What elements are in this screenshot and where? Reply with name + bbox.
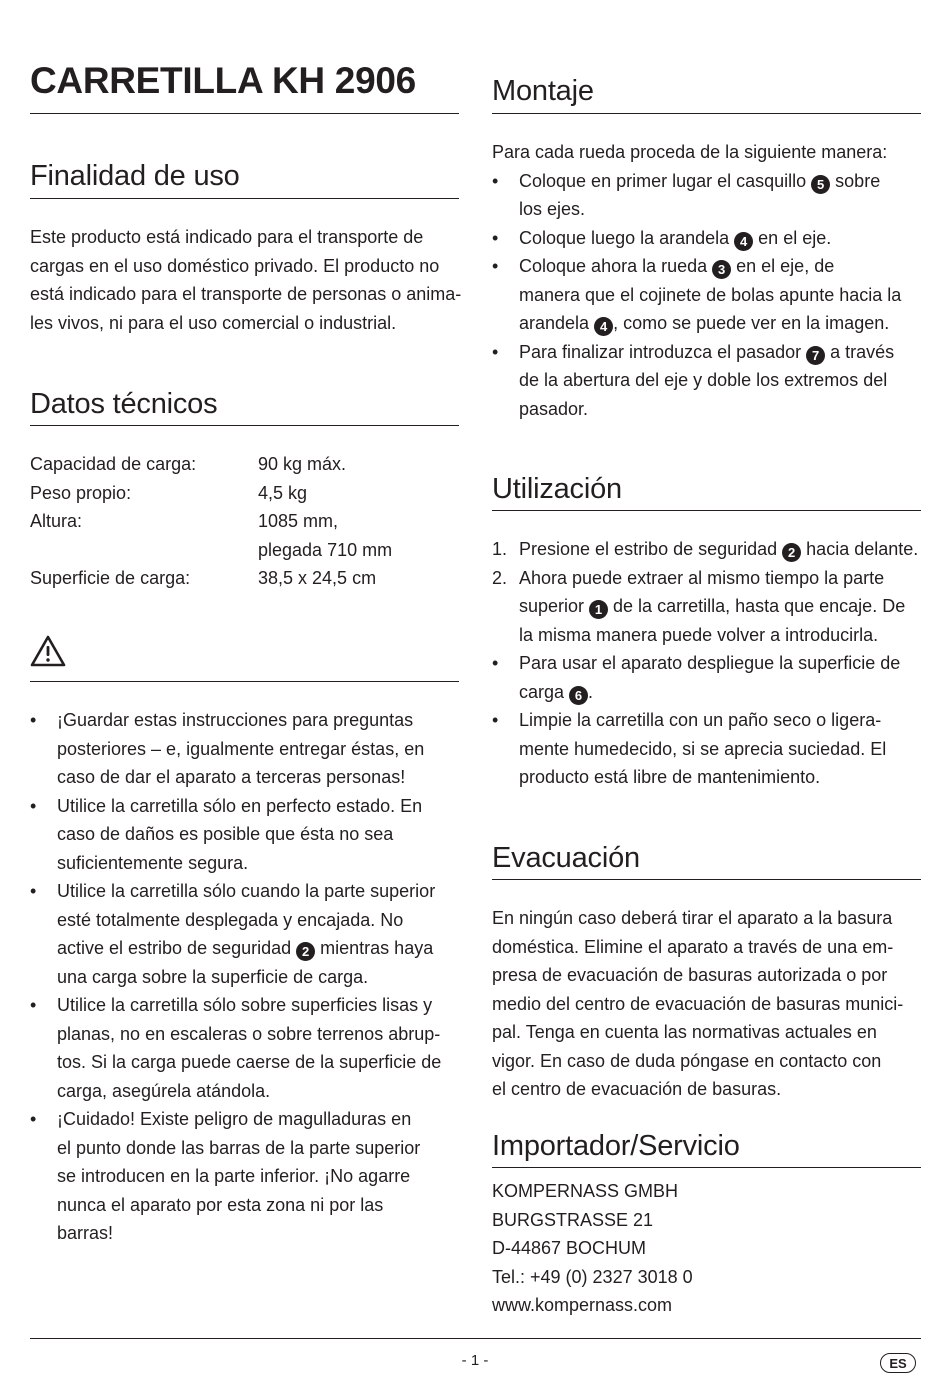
text-line <box>30 934 459 963</box>
text-line: cargas en el uso doméstico privado. El producto no <box>30 255 440 276</box>
text-line: doméstica. Elimine el aparato a través de una em- <box>492 936 894 957</box>
text-line: el punto donde las barras de la parte superior <box>57 1137 421 1158</box>
evacuacion-text <box>492 904 921 1104</box>
montaje-list <box>492 167 921 424</box>
phone-number: Tel.: +49 (0) 2327 3018 0 <box>492 1266 693 1287</box>
text-fragment: , como se puede ver en la imagen. <box>613 313 890 333</box>
text-fragment: active el estribo de seguridad <box>57 938 297 958</box>
text-line: ¡Guardar estas instrucciones para preguntas <box>57 710 414 730</box>
text-fragment: hacia delante. <box>801 539 919 559</box>
text-line: está indicado para el transporte de personas o anima- <box>30 284 462 304</box>
text-line: Utilice la carretilla sólo sobre superficies lisas y <box>57 995 433 1015</box>
text-line: producto está libre de mantenimiento. <box>519 767 821 787</box>
text-line <box>492 309 921 338</box>
text-fragment: superior <box>519 596 590 616</box>
datos-heading: Datos técnicos <box>30 388 218 420</box>
text-line: Este producto está indicado para el transporte de <box>30 227 424 247</box>
spec-row <box>30 479 459 508</box>
bullet: • <box>492 170 499 191</box>
text-line: Utilice la carretilla sólo en perfecto estado. En <box>57 795 423 816</box>
text-line: planas, no en escaleras o sobre terrenos abrup- <box>57 1023 441 1044</box>
text-line: suficientemente segura. <box>57 852 249 873</box>
spec-label: Altura: <box>30 511 83 531</box>
bullet: • <box>492 341 499 362</box>
text-line: les vivos, ni para el uso comercial o industrial. <box>30 312 397 333</box>
text-fragment: Coloque en primer lugar el casquillo <box>519 170 812 191</box>
spec-label: Superficie de carga: <box>30 568 191 588</box>
warning-triangle-icon <box>30 635 66 667</box>
footer-rule <box>30 1338 921 1339</box>
text-fragment: . <box>588 681 594 702</box>
finalidad-heading: Finalidad de uso <box>30 160 240 192</box>
importador-heading: Importador/Servicio <box>492 1130 740 1162</box>
text-fragment: Para finalizar introduzca el pasador <box>519 341 807 362</box>
text-line: Para usar el aparato despliegue la superficie de <box>519 653 901 673</box>
text-line: el centro de evacuación de basuras. <box>492 1079 782 1099</box>
list-item <box>30 1105 459 1248</box>
text-line: se introducen en la parte inferior. ¡No agarre <box>57 1166 411 1186</box>
postal-city: D-44867 BOCHUM <box>492 1238 647 1258</box>
spec-value: 4,5 kg <box>258 482 308 503</box>
part-number-badge: 3 <box>712 260 731 279</box>
language-badge: ES <box>880 1353 916 1373</box>
bullet: • <box>492 710 499 730</box>
text-line: En ningún caso deberá tirar el aparato a la basura <box>492 908 893 928</box>
text-fragment: carga <box>519 681 570 702</box>
bullet: • <box>492 653 499 673</box>
part-number-badge: 7 <box>806 346 825 365</box>
text-fragment: en el eje. <box>753 227 832 248</box>
finalidad-text <box>30 223 462 337</box>
text-fragment: Coloque ahora la rueda <box>519 256 713 276</box>
text-fragment: arandela <box>519 313 595 333</box>
datos-rule <box>30 425 459 426</box>
text-line: carga, asegúrela atándola. <box>57 1080 271 1101</box>
company-name: KOMPERNASS GMBH <box>492 1181 679 1201</box>
text-line <box>492 167 921 196</box>
text-line <box>492 252 921 281</box>
website-link[interactable]: www.kompernass.com <box>492 1295 673 1315</box>
spec-value: 1085 mm, <box>258 511 339 531</box>
spec-row <box>30 536 459 565</box>
page-number: - 1 - <box>461 1352 489 1369</box>
spec-value: plegada 710 mm <box>258 539 393 560</box>
text-line: presa de evacuación de basuras autorizada o por <box>492 965 888 985</box>
spec-label: Peso propio: <box>30 482 132 503</box>
text-fragment: en el eje, de <box>731 256 835 276</box>
list-item <box>492 564 921 650</box>
document-title: CARRETILLA KH 2906 <box>30 60 416 101</box>
text-line <box>492 678 921 707</box>
text-line <box>492 535 921 564</box>
text-line: barras! <box>57 1223 114 1243</box>
list-item <box>492 167 921 224</box>
bullet: • <box>30 710 37 730</box>
list-item <box>492 706 921 792</box>
text-line: vigor. En caso de duda póngase en contacto con <box>492 1050 882 1071</box>
part-number-badge: 1 <box>589 600 608 619</box>
text-line: ¡Cuidado! Existe peligro de magulladuras en <box>57 1109 412 1129</box>
text-fragment: Coloque luego la arandela <box>519 227 735 248</box>
text-line: pal. Tenga en cuenta las normativas actuales en <box>492 1022 877 1042</box>
text-fragment: a través <box>825 341 895 362</box>
text-fragment: Presione el estribo de seguridad <box>519 539 783 559</box>
importador-address <box>492 1177 921 1320</box>
text-line: caso de daños es posible que ésta no sea <box>57 824 394 844</box>
bullet: • <box>30 795 37 816</box>
montaje-intro <box>492 138 921 167</box>
utilizacion-heading: Utilización <box>492 473 622 505</box>
list-item <box>30 706 459 792</box>
safety-list <box>30 706 459 1248</box>
part-number-badge: 2 <box>782 543 801 562</box>
text-fragment: sobre <box>830 170 881 191</box>
list-item <box>492 338 921 424</box>
text-line: mente humedecido, si se aprecia suciedad. El <box>519 738 887 759</box>
text-line: Utilice la carretilla sólo cuando la parte superior <box>57 881 436 901</box>
part-number-badge: 5 <box>811 175 830 194</box>
utilizacion-list <box>492 535 921 792</box>
spec-label: Capacidad de carga: <box>30 454 197 474</box>
bullet: • <box>30 881 37 901</box>
list-item <box>492 649 921 706</box>
text-line: los ejes. <box>519 199 586 219</box>
bullet: • <box>30 995 37 1015</box>
montaje-heading: Montaje <box>492 75 594 107</box>
text-fragment: de la carretilla, hasta que encaje. De <box>608 596 906 616</box>
text-line <box>492 592 921 621</box>
importador-rule <box>492 1167 921 1168</box>
spec-row <box>30 450 459 479</box>
list-number: 1. <box>492 539 508 559</box>
text-line: pasador. <box>519 398 589 419</box>
bullet: • <box>30 1109 37 1129</box>
part-number-badge: 2 <box>296 942 315 961</box>
spec-table <box>30 450 459 593</box>
part-number-badge: 6 <box>569 686 588 705</box>
spec-row <box>30 507 459 536</box>
spec-row <box>30 564 459 593</box>
list-item <box>492 224 921 253</box>
list-item <box>30 877 459 991</box>
spec-value: 38,5 x 24,5 cm <box>258 568 377 588</box>
warning-rule <box>30 681 459 682</box>
text-line: medio del centro de evacuación de basuras munici- <box>492 993 904 1014</box>
evacuacion-rule <box>492 879 921 880</box>
text-line: Para cada rueda proceda de la siguiente manera: <box>492 142 888 162</box>
part-number-badge: 4 <box>734 232 753 251</box>
bullet: • <box>492 256 499 276</box>
text-line: tos. Si la carga puede caerse de la superficie de <box>57 1052 442 1072</box>
text-line: manera que el cojinete de bolas apunte hacia la <box>519 284 902 305</box>
text-line: nunca el aparato por esta zona ni por las <box>57 1194 384 1215</box>
text-line: Ahora puede extraer al mismo tiempo la parte <box>519 567 885 588</box>
list-item <box>30 991 459 1105</box>
list-item <box>492 535 921 564</box>
spec-value: 90 kg máx. <box>258 454 347 474</box>
text-line <box>492 338 921 367</box>
text-line: la misma manera puede volver a introducirla. <box>519 624 879 645</box>
text-line: esté totalmente desplegada y encajada. No <box>57 909 404 930</box>
text-line: caso de dar el aparato a terceras personas! <box>57 767 406 787</box>
title-rule <box>30 113 459 114</box>
montaje-rule <box>492 113 921 114</box>
list-item <box>492 252 921 338</box>
list-number: 2. <box>492 567 508 588</box>
utilizacion-rule <box>492 510 921 511</box>
street-address: BURGSTRASSE 21 <box>492 1209 654 1230</box>
text-line: de la abertura del eje y doble los extremos del <box>519 370 888 390</box>
bullet: • <box>492 227 499 248</box>
text-fragment: mientras haya <box>315 938 434 958</box>
text-line: Limpie la carretilla con un paño seco o ligera- <box>519 710 882 730</box>
text-line: posteriores – e, igualmente entregar éstas, en <box>57 738 425 759</box>
part-number-badge: 4 <box>594 317 613 336</box>
finalidad-rule <box>30 198 459 199</box>
evacuacion-heading: Evacuación <box>492 842 640 874</box>
list-item <box>30 792 459 878</box>
text-line: una carga sobre la superficie de carga. <box>57 966 369 987</box>
text-line <box>492 224 921 253</box>
